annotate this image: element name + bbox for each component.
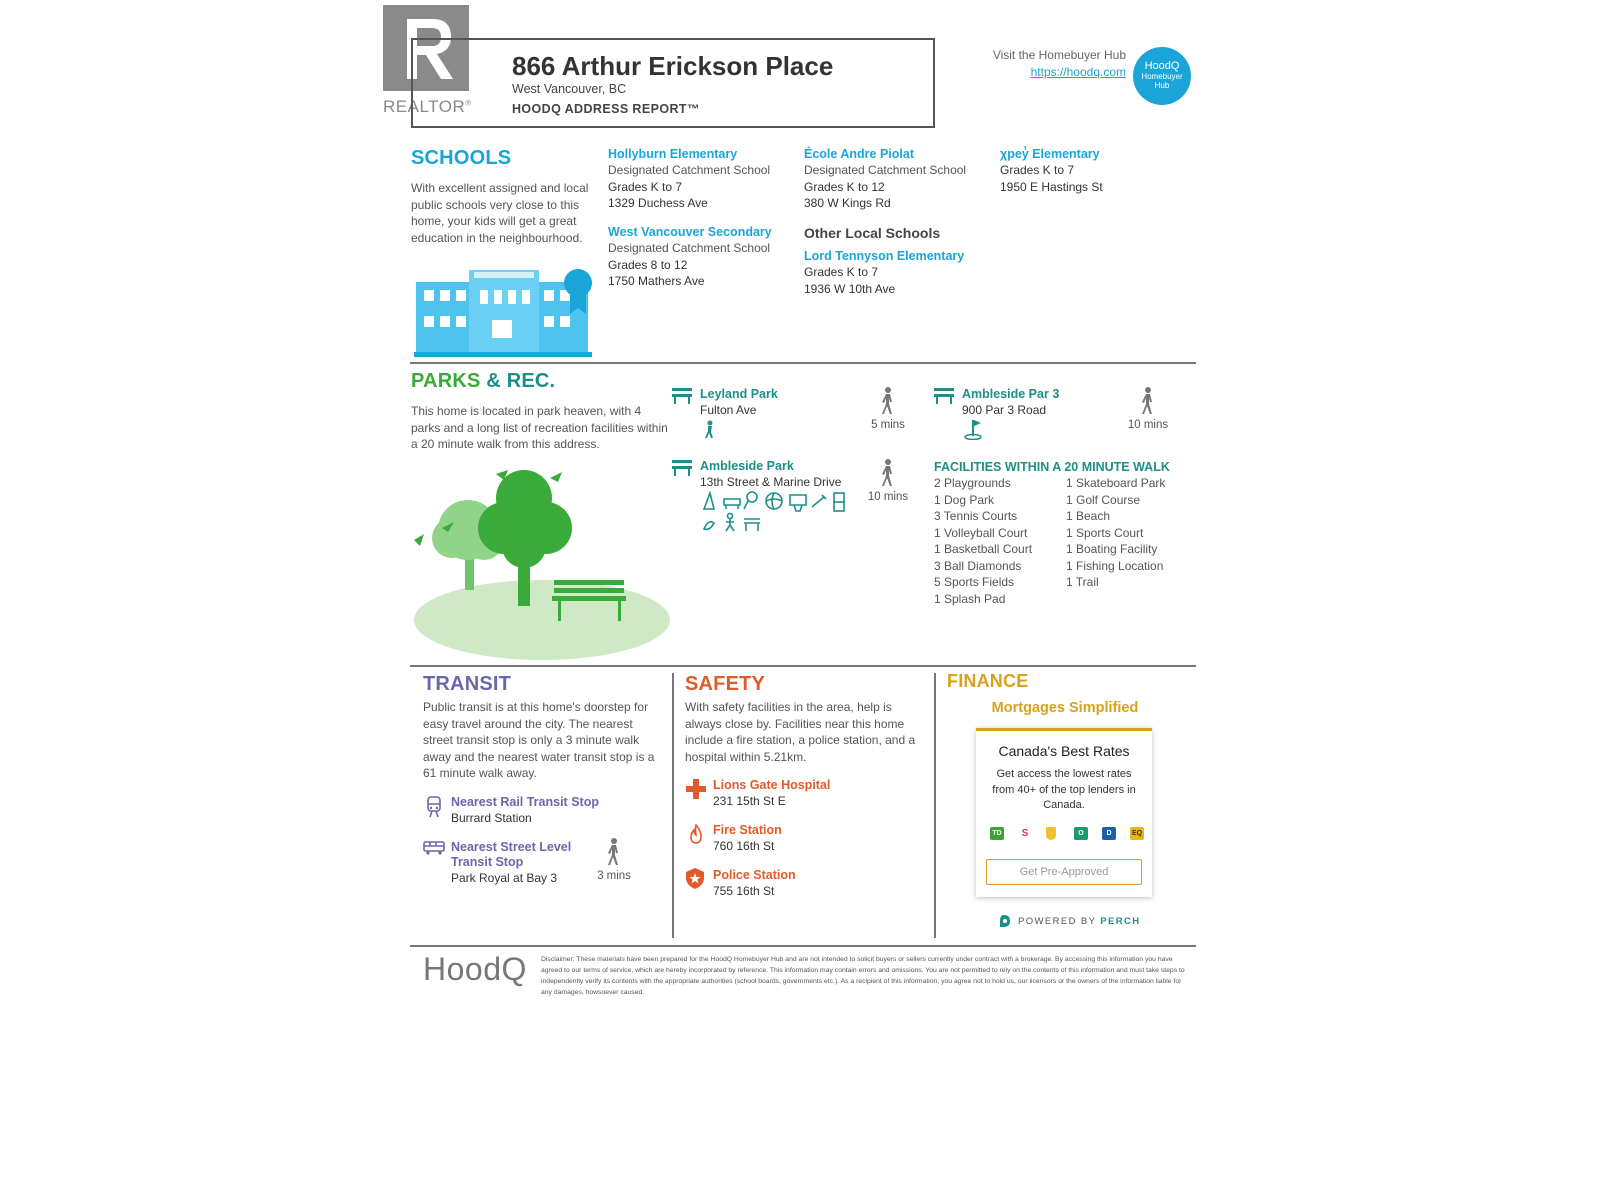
school-type: Designated Catchment School	[608, 163, 771, 177]
powered-by-brand: PERCH	[1100, 916, 1141, 927]
divider-transit-safety	[672, 673, 674, 938]
facility-item: 3 Tennis Courts	[934, 509, 1018, 523]
park-leyland	[700, 387, 860, 419]
hub-badge-line1: HoodQ	[1144, 60, 1180, 72]
finance-subtitle: Mortgages Simplified	[991, 700, 1139, 716]
school-type: Designated Catchment School	[804, 163, 967, 177]
fire-icon	[689, 824, 703, 844]
divider-safety-finance	[934, 673, 936, 938]
schools-title: SCHOOLS	[411, 147, 512, 169]
footer-hoodq-logo: HoodQ	[423, 951, 527, 987]
hub-link[interactable]: https://hoodq.com	[1030, 65, 1126, 79]
parks-title-a: PARKS	[411, 370, 481, 392]
school-grades: Grades K to 7	[1000, 163, 1075, 177]
facility-item: 1 Boating Facility	[1066, 542, 1158, 556]
lender-badge: D	[1102, 827, 1116, 840]
safety-address: 231 15th St E	[713, 794, 786, 808]
divider-parks-lower	[410, 665, 1196, 667]
school-grades: Grades K to 7	[804, 265, 879, 279]
train-icon	[426, 796, 442, 818]
lender-badge: EQ	[1130, 827, 1144, 840]
facility-item: 1 Fishing Location	[1066, 558, 1164, 573]
hub-badge-line2: Homebuyer	[1141, 72, 1183, 81]
divider-schools-parks	[410, 362, 1196, 364]
finance-card-title: Canada's Best Rates	[998, 743, 1130, 759]
walking-person-icon	[880, 459, 896, 487]
finance-card-body: Get access the lowest rates from 40+ of the top lenders in Canada.	[992, 768, 1136, 811]
parks-description: This home is located in park heaven, with 4 parks and a long list of recreation facilities within a 20 minute walk from this address.	[411, 404, 668, 451]
park-ambleside-par3	[962, 387, 1122, 419]
parks-title	[411, 370, 555, 393]
hub-badge[interactable]	[1133, 47, 1191, 105]
playground-icon	[702, 420, 716, 440]
school-west-vancouver-secondary	[608, 225, 798, 290]
walk-time: 10 mins	[1127, 419, 1169, 431]
walk-time: 5 mins	[871, 419, 905, 431]
golf-icon	[964, 420, 982, 440]
safety-police-station	[713, 868, 913, 900]
safety-description: With safety facilities in the area, help is always close by. Facilities near this home include a fire station, a police station, and a hospital within 5.21km.	[685, 700, 916, 764]
rail-transit-label: Nearest Rail Transit Stop	[451, 795, 599, 809]
facility-item: 1 Trail	[1066, 575, 1099, 589]
park-name[interactable]: Leyland Park	[700, 387, 778, 401]
transit-title: TRANSIT	[423, 673, 512, 695]
street-transit	[451, 840, 601, 887]
facility-item: 5 Sports Fields	[934, 575, 1015, 589]
rail-transit	[451, 795, 651, 827]
school-grades: Grades K to 12	[804, 179, 885, 194]
report-label: HOODQ ADDRESS REPORT™	[512, 102, 700, 116]
hub-badge-line3: Hub	[1154, 81, 1170, 90]
lender-badge	[1046, 827, 1056, 840]
safety-address: 755 16th St	[713, 884, 775, 898]
school-ecole-andre-piolat	[804, 147, 994, 212]
school-grades: Grades 8 to 12	[608, 257, 688, 272]
school-hollyburn	[608, 147, 798, 212]
footer-disclaimer: Disclaimer: These materials have been prepared for the HoodQ Homebuyer Hub and are not intended to solicit buyers or sellers currently under contract with a brokerage. By accessing this information you have agreed to our terms of service, which are hereby incorporated by reference. This information may contain errors and omissions. You are not permitted to rely on the contents of this information and must take steps to independently verify its contents with the appropriate authorities (school boards, governments etc.). As a recipient of this information, you agree not to hold us, our licensors or the owners of the information liable for any damages, howsoever caused.	[541, 956, 1185, 996]
walking-person-icon	[880, 387, 896, 415]
facility-item: 1 Volleyball Court	[934, 525, 1028, 540]
safety-name[interactable]: Lions Gate Hospital	[713, 778, 831, 792]
school-name[interactable]: Hollyburn Elementary	[608, 147, 738, 161]
rail-transit-value: Burrard Station	[451, 811, 532, 825]
facility-item: 1 Sports Court	[1066, 525, 1144, 540]
school-grades: Grades K to 7	[608, 179, 683, 194]
walk-time: 3 mins	[597, 870, 631, 882]
street-transit-value: Park Royal at Bay 3	[451, 871, 558, 885]
powered-by-label: POWERED BY	[1018, 916, 1097, 927]
school-xpey-elementary	[1000, 147, 1190, 195]
school-type: Designated Catchment School	[608, 241, 771, 255]
street-transit-label-1: Nearest Street Level	[451, 840, 572, 854]
facility-item: 1 Basketball Court	[934, 542, 1033, 556]
safety-address: 760 16th St	[713, 839, 775, 853]
park-bench-icon	[672, 460, 692, 476]
walking-person-icon	[606, 838, 622, 866]
walk-time: 10 mins	[867, 491, 909, 503]
lender-badge: TD	[990, 827, 1004, 840]
recreation-facility-icons	[700, 491, 864, 533]
facilities-col-1	[934, 475, 1064, 607]
schools-description: With excellent assigned and local public schools very close to this home, your kids will get a great education in the neighbourhood.	[411, 181, 589, 245]
facility-item: 2 Playgrounds	[934, 476, 1011, 490]
school-address: 380 W Kings Rd	[804, 196, 891, 210]
school-name[interactable]: χpey̓ Elementary	[1000, 147, 1100, 161]
school-name[interactable]: École Andre Piolat	[804, 147, 914, 161]
school-name[interactable]: West Vancouver Secondary	[608, 225, 772, 239]
facility-item: 1 Dog Park	[934, 492, 995, 507]
school-lord-tennyson	[804, 249, 994, 297]
school-name[interactable]: Lord Tennyson Elementary	[804, 249, 965, 263]
park-address: Fulton Ave	[700, 403, 757, 417]
school-address: 1950 E Hastings St	[1000, 179, 1103, 194]
facility-item: 1 Golf Course	[1066, 492, 1141, 507]
facility-item: 1 Skateboard Park	[1066, 476, 1166, 490]
hub-text: Visit the Homebuyer Hub	[992, 48, 1126, 62]
park-address: 13th Street & Marine Drive	[700, 475, 842, 489]
park-trees-illustration	[412, 468, 672, 660]
address-title: 866 Arthur Erickson Place	[512, 51, 834, 81]
school-building-icon	[414, 268, 600, 358]
walk-time-ambleside	[862, 459, 914, 503]
police-badge-icon	[686, 868, 704, 889]
park-ambleside	[700, 459, 870, 491]
perch-logo-icon	[998, 915, 1010, 928]
transit-description: Public transit is at this home's doorstep for easy travel around the city. The nearest street transit stop is only a 3 minute walk away and the nearest water transit stop is a 61 minute walk away.	[423, 700, 655, 780]
city-label: West Vancouver, BC	[512, 82, 627, 96]
walking-person-icon	[1140, 387, 1156, 415]
school-address: 1329 Duchess Ave	[608, 196, 708, 210]
walk-time-leyland	[862, 387, 914, 431]
park-name[interactable]: Ambleside Par 3	[962, 387, 1060, 401]
parks-title-b: & REC.	[486, 370, 556, 392]
facility-item: 1 Splash Pad	[934, 591, 1006, 606]
park-bench-icon	[672, 388, 692, 404]
safety-name[interactable]: Fire Station	[713, 823, 782, 837]
lender-badge: S	[1018, 827, 1032, 840]
finance-card	[976, 728, 1152, 897]
safety-hospital	[713, 778, 913, 810]
walk-time-street-transit	[588, 838, 640, 882]
facilities-title: FACILITIES WITHIN A 20 MINUTE WALK	[934, 460, 1170, 474]
facilities-col-2	[1066, 475, 1196, 591]
hospital-cross-icon	[686, 779, 706, 799]
divider-footer	[410, 945, 1196, 947]
street-transit-label-2: Transit Stop	[451, 855, 524, 869]
facility-item: 3 Ball Diamonds	[934, 558, 1022, 573]
finance-title: FINANCE	[947, 671, 1029, 691]
park-name[interactable]: Ambleside Park	[700, 459, 794, 473]
safety-name[interactable]: Police Station	[713, 868, 796, 882]
park-bench-icon	[934, 388, 954, 404]
school-address: 1750 Mathers Ave	[608, 274, 705, 288]
realtor-text: REALTOR	[383, 97, 466, 116]
safety-fire-station	[713, 823, 913, 855]
get-pre-approved-button[interactable]: Get Pre-Approved	[986, 859, 1142, 885]
powered-by	[1018, 916, 1141, 927]
school-address: 1936 W 10th Ave	[804, 281, 896, 296]
other-schools-title: Other Local Schools	[804, 225, 941, 241]
lender-badge: O	[1074, 827, 1088, 840]
facility-item: 1 Beach	[1066, 509, 1111, 523]
realtor-mark: ®	[465, 98, 472, 108]
safety-title: SAFETY	[685, 673, 766, 695]
park-address: 900 Par 3 Road	[962, 403, 1047, 417]
bus-icon	[423, 841, 445, 855]
walk-time-par3	[1122, 387, 1174, 431]
